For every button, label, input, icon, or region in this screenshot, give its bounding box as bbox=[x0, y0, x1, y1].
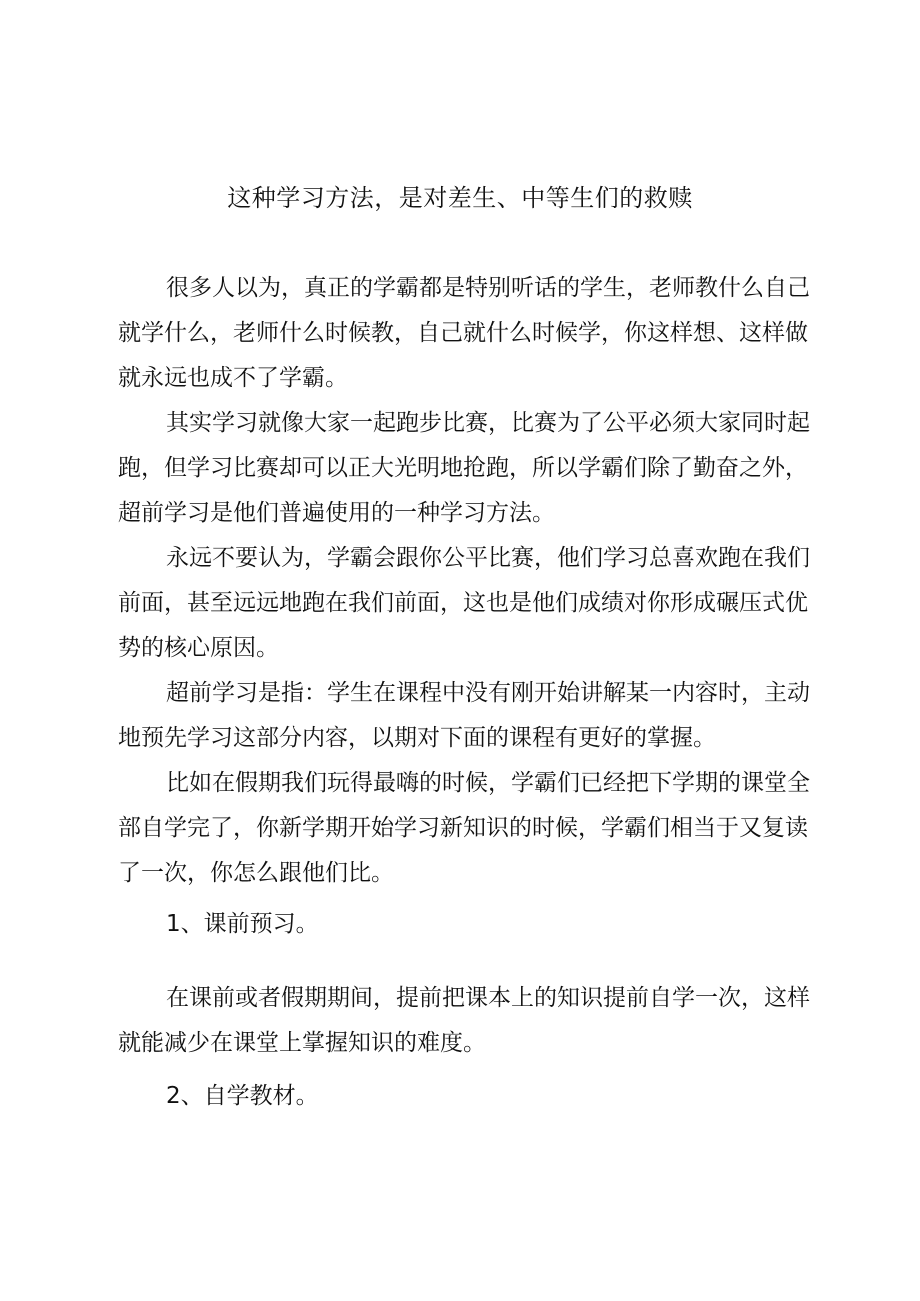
paragraph bbox=[118, 761, 818, 896]
paragraph bbox=[118, 266, 818, 401]
paragraph bbox=[118, 671, 818, 761]
text-line: 了一次，你怎么跟他们比。 bbox=[118, 860, 394, 886]
section-heading-2: 2、自学教材。 bbox=[166, 1083, 319, 1109]
section-1-body bbox=[118, 976, 818, 1066]
text-line: 很多人以为，真正的学霸都是特别听话的学生，老师教什么自己 bbox=[166, 275, 810, 301]
text-line: 跑，但学习比赛却可以正大光明地抢跑，所以学霸们除了勤奋之外， bbox=[118, 455, 808, 481]
text-line: 势的核心原因。 bbox=[118, 635, 279, 661]
text-line: 在课前或者假期期间，提前把课本上的知识提前自学一次，这样 bbox=[166, 985, 810, 1011]
body-text bbox=[118, 266, 818, 896]
text-line: 其实学习就像大家一起跑步比赛，比赛为了公平必须大家同时起 bbox=[166, 410, 810, 436]
text-line: 就学什么，老师什么时候教，自己就什么时候学，你这样想、这样做 bbox=[118, 320, 808, 346]
text-line: 地预先学习这部分内容，以期对下面的课程有更好的掌握。 bbox=[118, 725, 716, 751]
section-heading-1: 1、课前预习。 bbox=[166, 911, 319, 937]
text-line: 部自学完了，你新学期开始学习新知识的时候，学霸们相当于又复读 bbox=[118, 815, 808, 841]
paragraph bbox=[118, 401, 818, 536]
text-line: 超前学习是他们普遍使用的一种学习方法。 bbox=[118, 500, 555, 526]
text-line: 前面，甚至远远地跑在我们前面，这也是他们成绩对你形成碾压式优 bbox=[118, 590, 808, 616]
document-title: 这种学习方法，是对差生、中等生们的救赎 bbox=[227, 184, 693, 212]
text-line: 超前学习是指：学生在课程中没有刚开始讲解某一内容时，主动 bbox=[166, 680, 810, 706]
text-line: 永远不要认为，学霸会跟你公平比赛，他们学习总喜欢跑在我们 bbox=[166, 545, 810, 571]
text-line: 就能减少在课堂上掌握知识的难度。 bbox=[118, 1030, 486, 1056]
text-line: 就永远也成不了学霸。 bbox=[118, 365, 348, 391]
text-line: 比如在假期我们玩得最嗨的时候，学霸们已经把下学期的课堂全 bbox=[166, 770, 810, 796]
paragraph bbox=[118, 536, 818, 671]
